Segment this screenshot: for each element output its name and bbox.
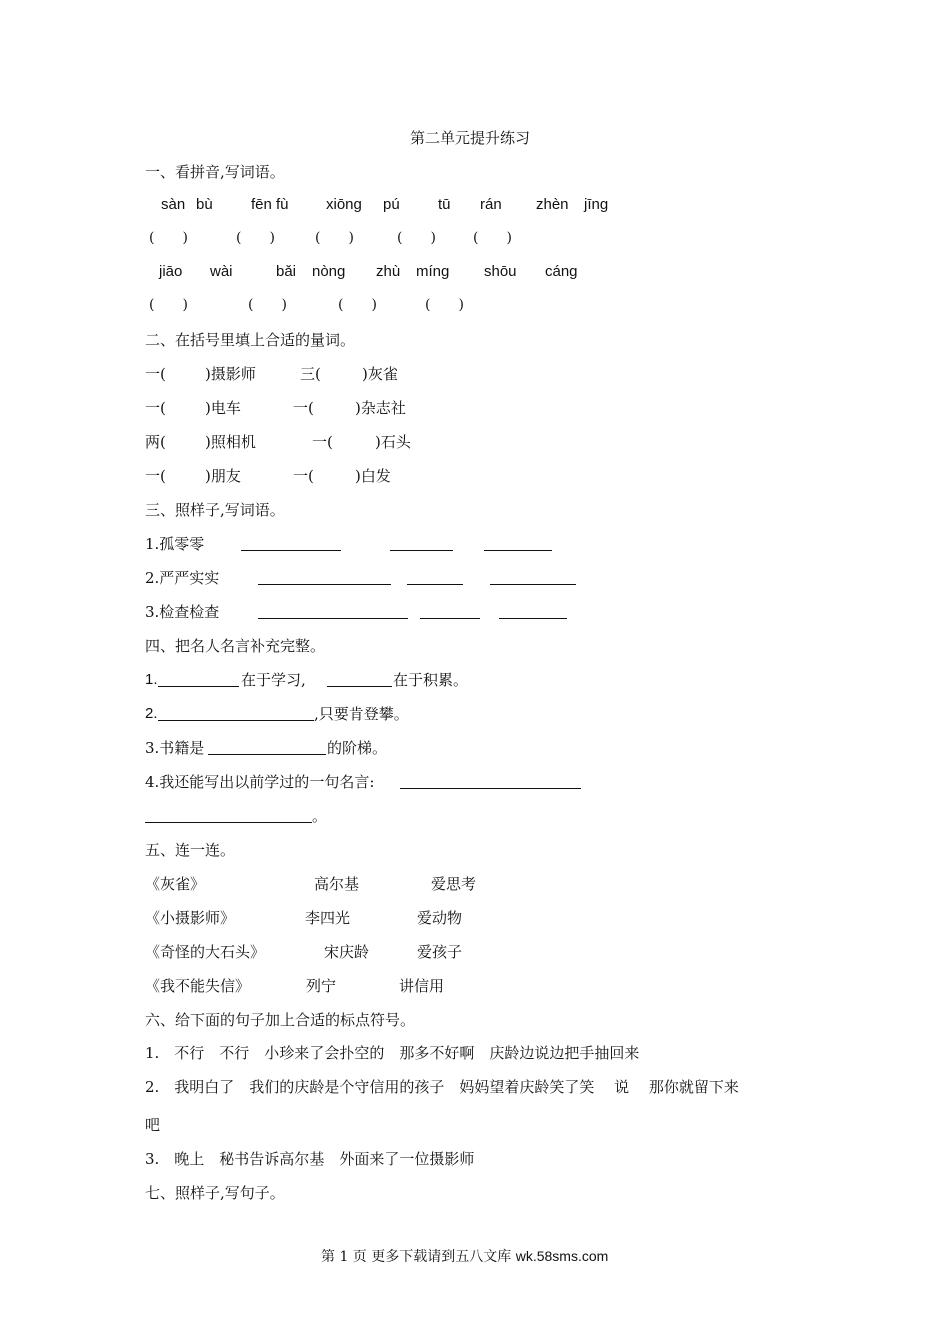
quote-text: 。 xyxy=(312,807,328,825)
measure-word-item: )灰雀 xyxy=(362,365,398,383)
match-trait[interactable]: 爱动物 xyxy=(417,909,463,927)
pinyin: míng xyxy=(416,263,450,280)
match-title[interactable]: 《我不能失信》 xyxy=(145,977,251,995)
answer-blank[interactable] xyxy=(327,686,392,687)
measure-word-item: 一( xyxy=(145,365,166,383)
pinyin: zhèn xyxy=(536,196,569,213)
pinyin: bù xyxy=(196,196,213,213)
pinyin: rán xyxy=(480,196,502,213)
punctuation-sentence: 1. 不行 不行 小珍来了会扑空的 那多不好啊 庆龄边说边把手抽回来 xyxy=(145,1044,640,1062)
answer-paren: ( ) xyxy=(315,230,354,246)
answer-blank[interactable] xyxy=(484,550,552,551)
measure-word-item: )摄影师 xyxy=(205,365,256,383)
section-2-heading: 二、在括号里填上合适的量词。 xyxy=(145,331,356,349)
measure-word-item: 一( xyxy=(312,433,333,451)
answer-blank[interactable] xyxy=(158,686,239,687)
answer-blank[interactable] xyxy=(145,822,312,823)
measure-word-item: 两( xyxy=(145,433,166,451)
section-4-heading: 四、把名人名言补充完整。 xyxy=(145,637,326,655)
match-trait[interactable]: 爱孩子 xyxy=(417,943,463,961)
answer-blank[interactable] xyxy=(407,584,463,585)
quote-text: 的阶梯。 xyxy=(327,739,388,757)
pinyin: fēn fù xyxy=(251,196,289,213)
answer-blank[interactable] xyxy=(241,550,341,551)
answer-blank[interactable] xyxy=(490,584,576,585)
match-title[interactable]: 《灰雀》 xyxy=(145,875,206,893)
section-1-heading: 一、看拼音,写词语。 xyxy=(145,163,285,181)
match-title[interactable]: 《小摄影师》 xyxy=(145,909,236,927)
measure-word-item: 一( xyxy=(145,467,166,485)
pinyin: tū xyxy=(438,196,451,213)
pinyin: zhù xyxy=(376,263,401,280)
page-number: 第 1 页 xyxy=(321,1249,367,1265)
answer-paren: ( ) xyxy=(473,230,512,246)
quote-number: 2. xyxy=(145,705,158,722)
measure-word-item: )朋友 xyxy=(205,467,241,485)
measure-word-item: )电车 xyxy=(205,399,241,417)
punctuation-sentence: 2. 我明白了 我们的庆龄是个守信用的孩子 妈妈望着庆龄笑了笑 说 那你就留下来 xyxy=(145,1078,739,1096)
pinyin: cáng xyxy=(545,263,578,280)
match-person[interactable]: 高尔基 xyxy=(314,875,360,893)
match-title[interactable]: 《奇怪的大石头》 xyxy=(145,943,266,961)
answer-paren: ( ) xyxy=(338,297,377,313)
punctuation-sentence: 吧 xyxy=(145,1116,161,1134)
match-trait[interactable]: 讲信用 xyxy=(399,977,445,995)
measure-word-item: 三( xyxy=(300,365,321,383)
quote-text: 在于学习, xyxy=(241,671,306,689)
footer-link[interactable]: wk.58sms.com xyxy=(515,1248,609,1264)
pinyin: jīng xyxy=(584,196,609,213)
pinyin: sàn xyxy=(161,196,186,213)
footer-text: 更多下载请到五八文库 xyxy=(366,1249,516,1265)
quote-text: 3.书籍是 xyxy=(145,739,205,757)
pinyin: jiāo xyxy=(159,263,183,280)
answer-blank[interactable] xyxy=(258,584,391,585)
answer-paren: ( ) xyxy=(425,297,464,313)
pinyin: bǎi xyxy=(276,263,297,280)
measure-word-item: )杂志社 xyxy=(355,399,406,417)
answer-blank[interactable] xyxy=(390,550,453,551)
answer-blank[interactable] xyxy=(499,618,567,619)
section-6-heading: 六、给下面的句子加上合适的标点符号。 xyxy=(145,1011,416,1029)
quote-text: ,只要肯登攀。 xyxy=(314,705,409,723)
measure-word-item: 一( xyxy=(293,467,314,485)
answer-paren: ( ) xyxy=(149,297,188,313)
answer-paren: ( ) xyxy=(397,230,436,246)
pinyin: wài xyxy=(210,263,233,280)
answer-blank[interactable] xyxy=(420,618,480,619)
match-person[interactable]: 宋庆龄 xyxy=(324,943,370,961)
pinyin: shōu xyxy=(484,263,517,280)
answer-blank[interactable] xyxy=(208,754,326,755)
quote-text: 4.我还能写出以前学过的一句名言: xyxy=(145,773,375,791)
section-5-heading: 五、连一连。 xyxy=(145,841,236,859)
answer-paren: ( ) xyxy=(236,230,275,246)
quote-number: 1. xyxy=(145,671,158,688)
example-word: 3.检查检查 xyxy=(145,603,220,621)
section-3-heading: 三、照样子,写词语。 xyxy=(145,501,285,519)
section-7-heading: 七、照样子,写句子。 xyxy=(145,1184,285,1202)
page-footer xyxy=(321,1246,608,1267)
pinyin: nòng xyxy=(312,263,346,280)
pinyin: pú xyxy=(383,196,400,213)
quote-text: 在于积累。 xyxy=(393,671,469,689)
match-trait[interactable]: 爱思考 xyxy=(431,875,477,893)
example-word: 1.孤零零 xyxy=(145,535,205,553)
match-person[interactable]: 列宁 xyxy=(306,977,337,995)
answer-blank[interactable] xyxy=(158,720,314,721)
measure-word-item: )白发 xyxy=(355,467,391,485)
measure-word-item: 一( xyxy=(293,399,314,417)
match-person[interactable]: 李四光 xyxy=(305,909,351,927)
pinyin: xiōng xyxy=(326,196,362,213)
measure-word-item: )照相机 xyxy=(205,433,256,451)
measure-word-item: 一( xyxy=(145,399,166,417)
answer-paren: ( ) xyxy=(149,230,188,246)
example-word: 2.严严实实 xyxy=(145,569,220,587)
measure-word-item: )石头 xyxy=(375,433,411,451)
punctuation-sentence: 3. 晚上 秘书告诉高尔基 外面来了一位摄影师 xyxy=(145,1150,475,1168)
page-title: 第二单元提升练习 xyxy=(410,129,531,147)
answer-blank[interactable] xyxy=(258,618,408,619)
answer-paren: ( ) xyxy=(248,297,287,313)
answer-blank[interactable] xyxy=(400,788,581,789)
